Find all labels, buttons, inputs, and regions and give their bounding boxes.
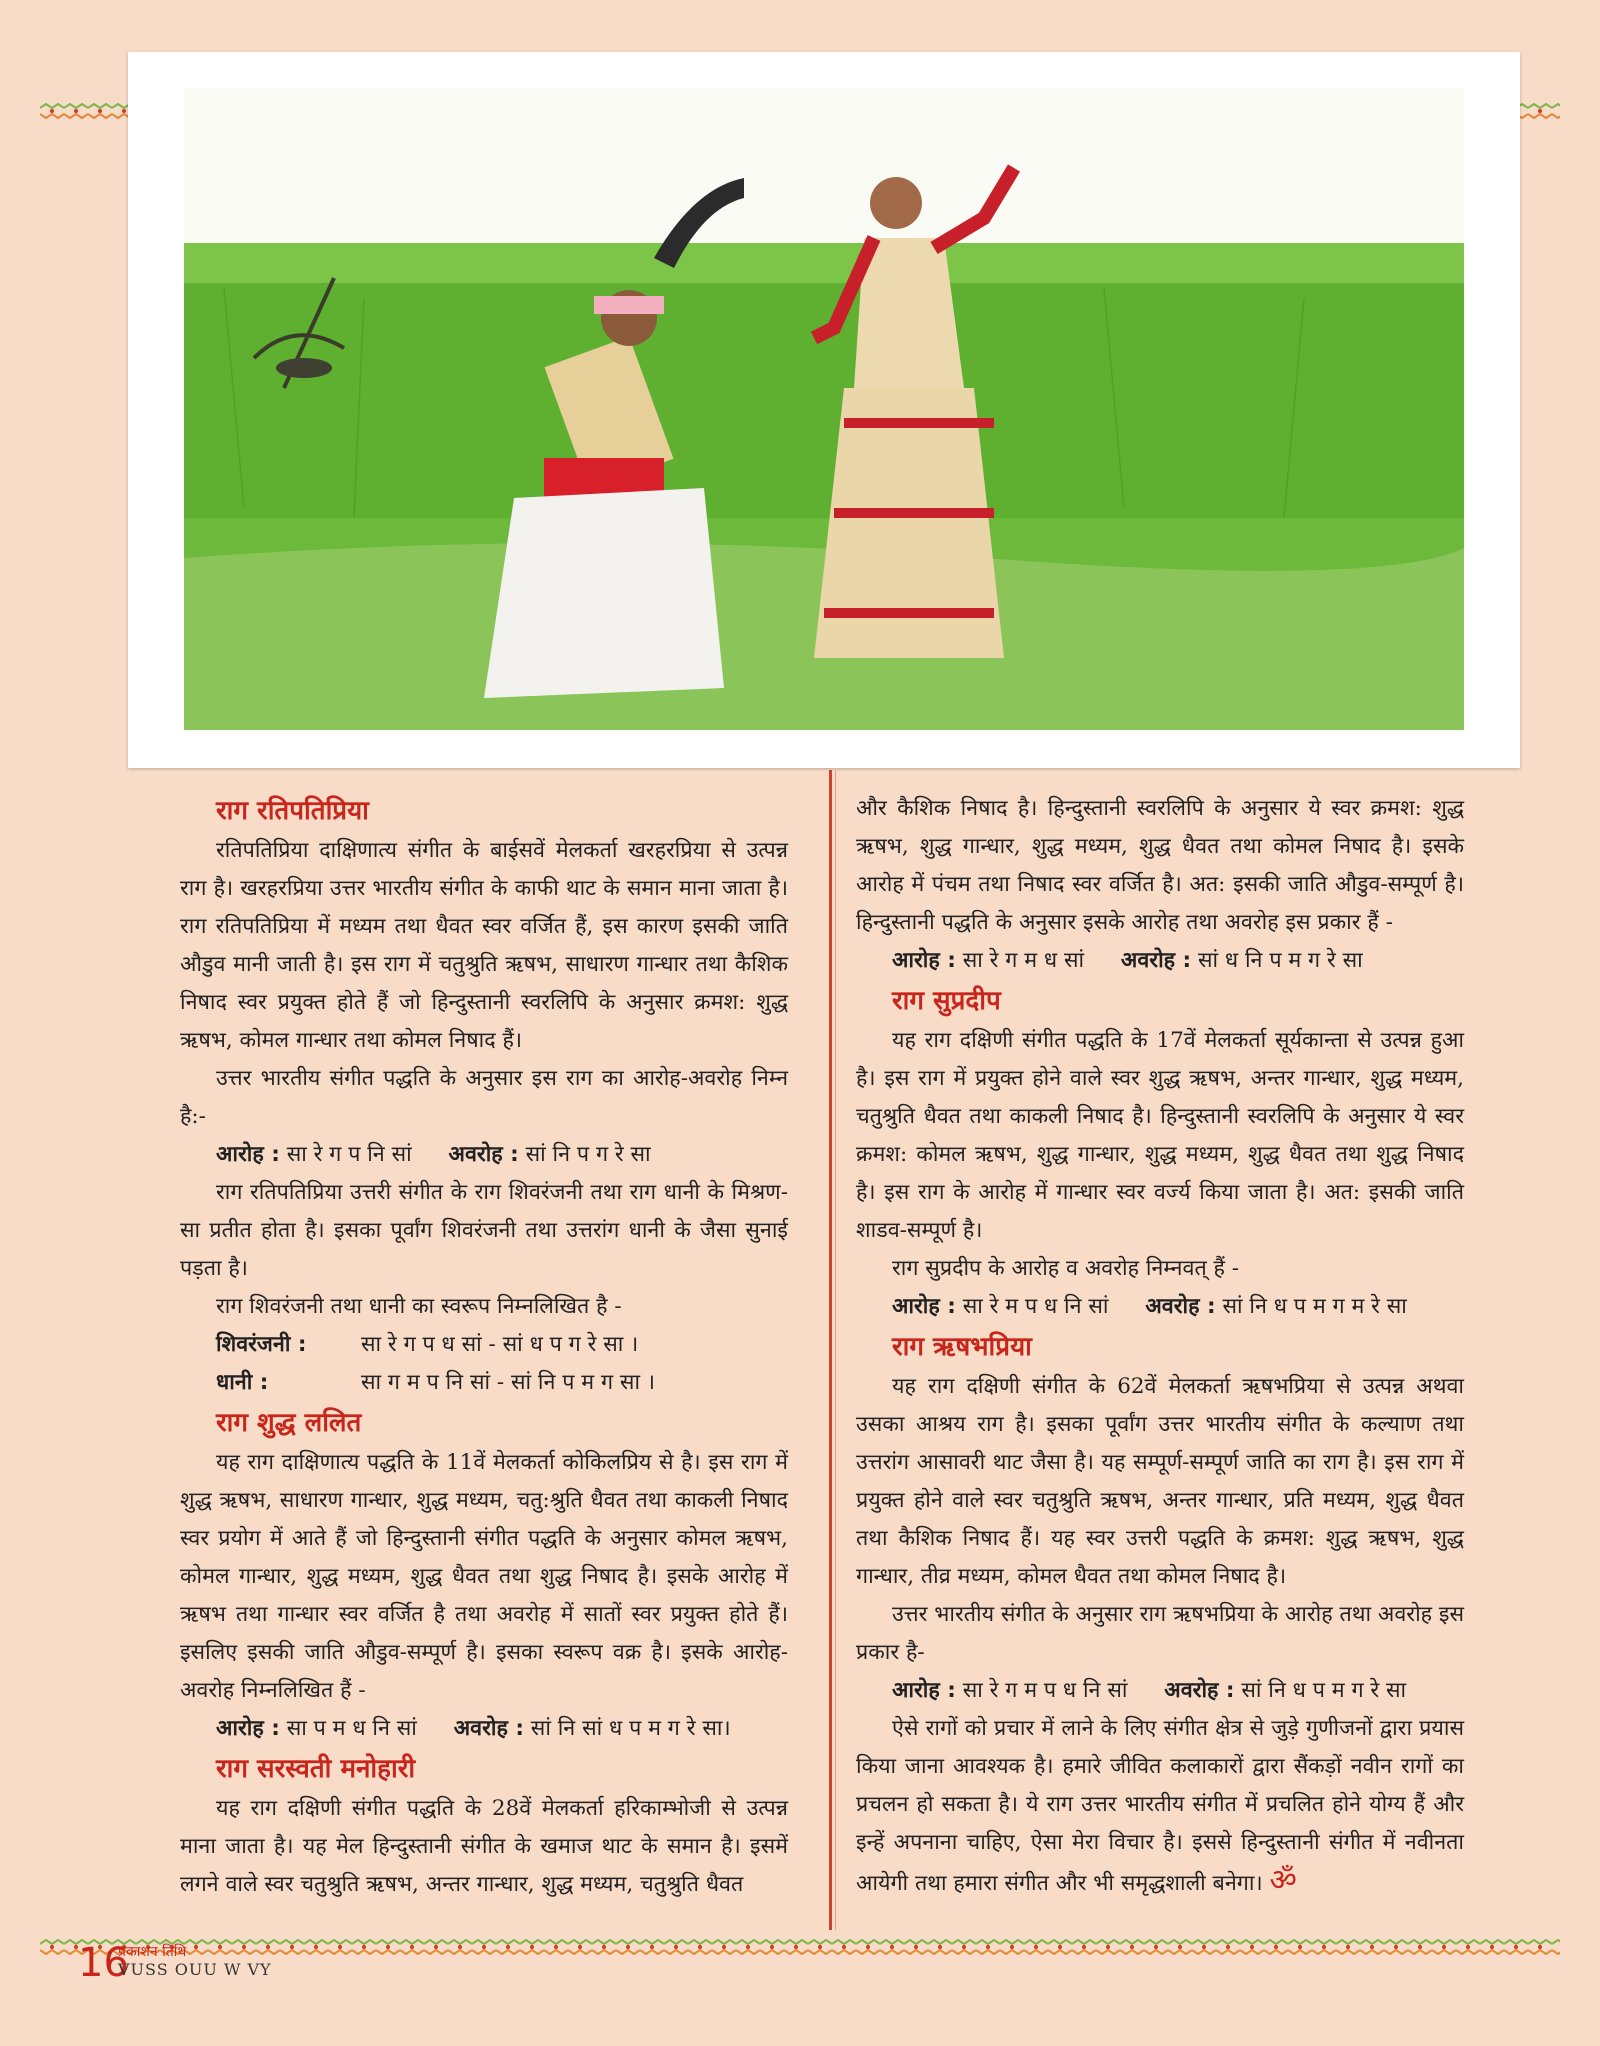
avaroha-label: अवरोह : (1164, 1678, 1235, 1703)
heading-rag-ratipatipriya: राग रतिपतिप्रिया (216, 796, 369, 826)
aroha-label: आरोह : (892, 948, 956, 973)
paragraph: यह राग दक्षिणी संगीत पद्धति के 17वें मेलकर्ता सूर्यकान्ता से उत्पन्न हुआ है। इस राग में प्रयुक्त होने वाले स्वर शुद्ध ऋषभ, अन्तर गान्धार, शुद्ध मध्यम, चतुश्रुति धैवत तथा काकली निषाद है। हिन्दुस्तानी स्वरलिपि के अनुसार ये स्वर क्रमश: कोमल ऋषभ, शुद्ध गान्धार, शुद्ध मध्यम, शुद्ध धैवत तथा शुद्ध निषाद है। इस राग के आरोह में गान्धार स्वर वर्ज्य किया जाता है। अत: इसकी जाति शाडव-सम्पूर्ण है। (856, 1028, 1464, 1243)
paragraph: यह राग दक्षिणी संगीत के 62वें मेलकर्ता ऋषभप्रिया से उत्पन्न अथवा उसका आश्रय राग है। इसका पूर्वांग उत्तर भारतीय संगीत के कल्याण तथा उत्तरांग आसावरी थाट जैसा है। यह सम्पूर्ण-सम्पूर्ण जाति का राग है। इस राग में प्रयुक्त होने वाले स्वर चतुश्रुति ऋषभ, अन्तर गान्धार, प्रति मध्यम, शुद्ध धैवत तथा कैशिक निषाद हैं। यह स्वर उत्तरी पद्धति के क्रमश: शुद्ध ऋषभ, शुद्ध गान्धार, तीव्र मध्यम, कोमल धैवत तथा कोमल निषाद है। (856, 1374, 1464, 1589)
avaroha-notes: सां नि सां ध प म ग रे सा। (530, 1716, 731, 1741)
paragraph: राग सुप्रदीप के आरोह व अवरोह निम्नवत् हैं - (892, 1256, 1240, 1281)
paragraph: राग रतिपतिप्रिया उत्तरी संगीत के राग शिवरंजनी तथा राग धानी के मिश्रण-सा प्रतीत होता है। इसका पूर्वांग शिवरंजनी तथा उत्तरांग धानी के जैसा सुनाई पड़ता है। (180, 1180, 788, 1281)
avaroha-label: अवरोह : (1120, 948, 1192, 973)
right-column (856, 790, 1464, 1903)
closing-paragraph-text: ऐसे रागों को प्रचार में लाने के लिए संगीत क्षेत्र से जुड़े गुणीजनों द्वारा प्रयास किया जाना आवश्यक है। हमारे जीवित कलाकारों द्वारा सैंकड़ों नवीन रागों का प्रचलन हो सकता है। ये राग उत्तर भारतीय संगीत में प्रचलित होने योग्य हैं और इन्हें अपनाना चाहिए, ऐसा मेरा विचार है। इससे हिन्दुस्तानी संगीत में नवीनता आयेगी तथा हमारा संगीत और भी समृद्धशाली बनेगा। (856, 1716, 1464, 1896)
aroha-notes: सा रे ग प नि सां (286, 1142, 412, 1167)
aroha-notes: सा प म ध नि सां (286, 1716, 417, 1741)
avaroha-notes: सां नि ध प म ग रे सा (1241, 1678, 1407, 1703)
heading-rag-supradeep: राग सुप्रदीप (892, 986, 1001, 1016)
page-number: 16 (78, 1940, 129, 1986)
bihu-dancers-photo (184, 88, 1464, 730)
aroha-notes: सा रे ग म ध सां (962, 948, 1085, 973)
paragraph: राग शिवरंजनी तथा धानी का स्वरूप निम्नलिखित है - (216, 1294, 622, 1319)
paragraph: रतिपतिप्रिया दाक्षिणात्य संगीत के बाईसवें मेलकर्ता खरहरप्रिया से उत्पन्न राग है। खरहरप्रिया उत्तर भारतीय संगीत के काफी थाट के समान माना जाता है। राग रतिपतिप्रिया में मध्यम तथा धैवत स्वर वर्जित हैं, इस कारण इसकी जाति औडुव मानी जाती है। इस राग में चतुश्रुति ऋषभ, साधारण गान्धार तथा कैशिक निषाद स्वर प्रयुक्त होते हैं जो हिन्दुस्तानी स्वरलिपि के अनुसार क्रमश: शुद्ध ऋषभ, कोमल गान्धार तथा कोमल निषाद हैं। (180, 838, 788, 1053)
shivranjani-label: शिवरंजनी : (216, 1332, 307, 1357)
column-divider-thin (835, 770, 836, 1930)
dhani-label: धानी : (216, 1370, 269, 1395)
paragraph: और कैशिक निषाद है। हिन्दुस्तानी स्वरलिपि के अनुसार ये स्वर क्रमश: शुद्ध ऋषभ, शुद्ध गान्धार, शुद्ध मध्यम, शुद्ध धैवत तथा कोमल निषाद है। इसके आरोह में पंचम तथा निषाद स्वर वर्जित है। अत: इसकी जाति औडुव-सम्पूर्ण है। हिन्दुस्तानी पद्धति के अनुसार इसके आरोह तथा अवरोह इस प्रकार हैं - (856, 796, 1464, 935)
dhani-notes: सा ग म प नि सां - सां नि प म ग सा । (361, 1370, 656, 1395)
heading-rag-rishabhpriya: राग ऋषभप्रिया (892, 1332, 1032, 1362)
aroha-avaroha-line (856, 1672, 1464, 1710)
shivranjani-notes: सा रे ग प ध सां - सां ध प ग रे सा । (361, 1332, 639, 1357)
paragraph: उत्तर भारतीय संगीत के अनुसार राग ऋषभप्रिया के आरोह तथा अवरोह इस प्रकार है- (856, 1602, 1464, 1665)
aroha-notes: सा रे ग म प ध नि सां (962, 1678, 1128, 1703)
avaroha-label: अवरोह : (448, 1142, 519, 1167)
publication-code: VUSS OUU W VY (118, 1960, 272, 1979)
aroha-label: आरोह : (892, 1678, 956, 1703)
avaroha-label: अवरोह : (453, 1716, 524, 1741)
aroha-label: आरोह : (216, 1716, 280, 1741)
avaroha-label: अवरोह : (1145, 1294, 1216, 1319)
aroha-label: आरोह : (892, 1294, 956, 1319)
heading-rag-shuddh-lalit: राग शुद्ध ललित (216, 1408, 362, 1438)
aroha-avaroha-line (856, 942, 1464, 980)
left-column (180, 790, 788, 1904)
end-ornament-icon: ॐ (1269, 1863, 1297, 1898)
avaroha-notes: सां ध नि प म ग रे सा (1197, 948, 1363, 973)
column-divider (829, 770, 832, 1930)
aroha-avaroha-line (180, 1710, 788, 1748)
dhani-line (180, 1364, 788, 1402)
publication-date-label: प्रकाशन तिथि (118, 1944, 187, 1960)
paragraph (856, 1710, 1464, 1903)
aroha-notes: सा रे म प ध नि सां (962, 1294, 1109, 1319)
aroha-label: आरोह : (216, 1142, 280, 1167)
avaroha-notes: सां नि ध प म ग म रे सा (1222, 1294, 1407, 1319)
paragraph: यह राग दक्षिणी संगीत पद्धति के 28वें मेलकर्ता हरिकाम्भोजी से उत्पन्न माना जाता है। यह मेल हिन्दुस्तानी संगीत के खमाज थाट के समान है। इसमें लगने वाले स्वर चतुश्रुति ऋषभ, अन्तर गान्धार, शुद्ध मध्यम, चतुश्रुति धैवत (180, 1796, 788, 1897)
paragraph: उत्तर भारतीय संगीत पद्धति के अनुसार इस राग का आरोह-अवरोह निम्न है:- (180, 1066, 788, 1129)
aroha-avaroha-line (180, 1136, 788, 1174)
paragraph: यह राग दाक्षिणात्य पद्धति के 11वें मेलकर्ता कोकिलप्रिय से है। इस राग में शुद्ध ऋषभ, साधारण गान्धार, शुद्ध मध्यम, चतु:श्रुति धैवत तथा काकली निषाद स्वर प्रयोग में आते हैं जो हिन्दुस्तानी संगीत पद्धति के अनुसार कोमल ऋषभ, कोमल गान्धार, शुद्ध मध्यम, शुद्ध धैवत तथा शुद्ध निषाद है। इसके आरोह में ऋषभ तथा गान्धार स्वर वर्जित है तथा अवरोह में सातों स्वर प्रयुक्त होते हैं। इसलिए इसकी जाति औडुव-सम्पूर्ण है। इसका स्वरूप वक्र है। इसके आरोह-अवरोह निम्नलिखित हैं - (180, 1450, 788, 1703)
heading-rag-saraswati-manohari: राग सरस्वती मनोहारी (216, 1754, 416, 1784)
aroha-avaroha-line (856, 1288, 1464, 1326)
decorative-border-bottom (40, 1936, 1560, 1958)
photo-frame (128, 52, 1520, 768)
avaroha-notes: सां नि प ग रे सा (525, 1142, 651, 1167)
shivranjani-line (180, 1326, 788, 1364)
